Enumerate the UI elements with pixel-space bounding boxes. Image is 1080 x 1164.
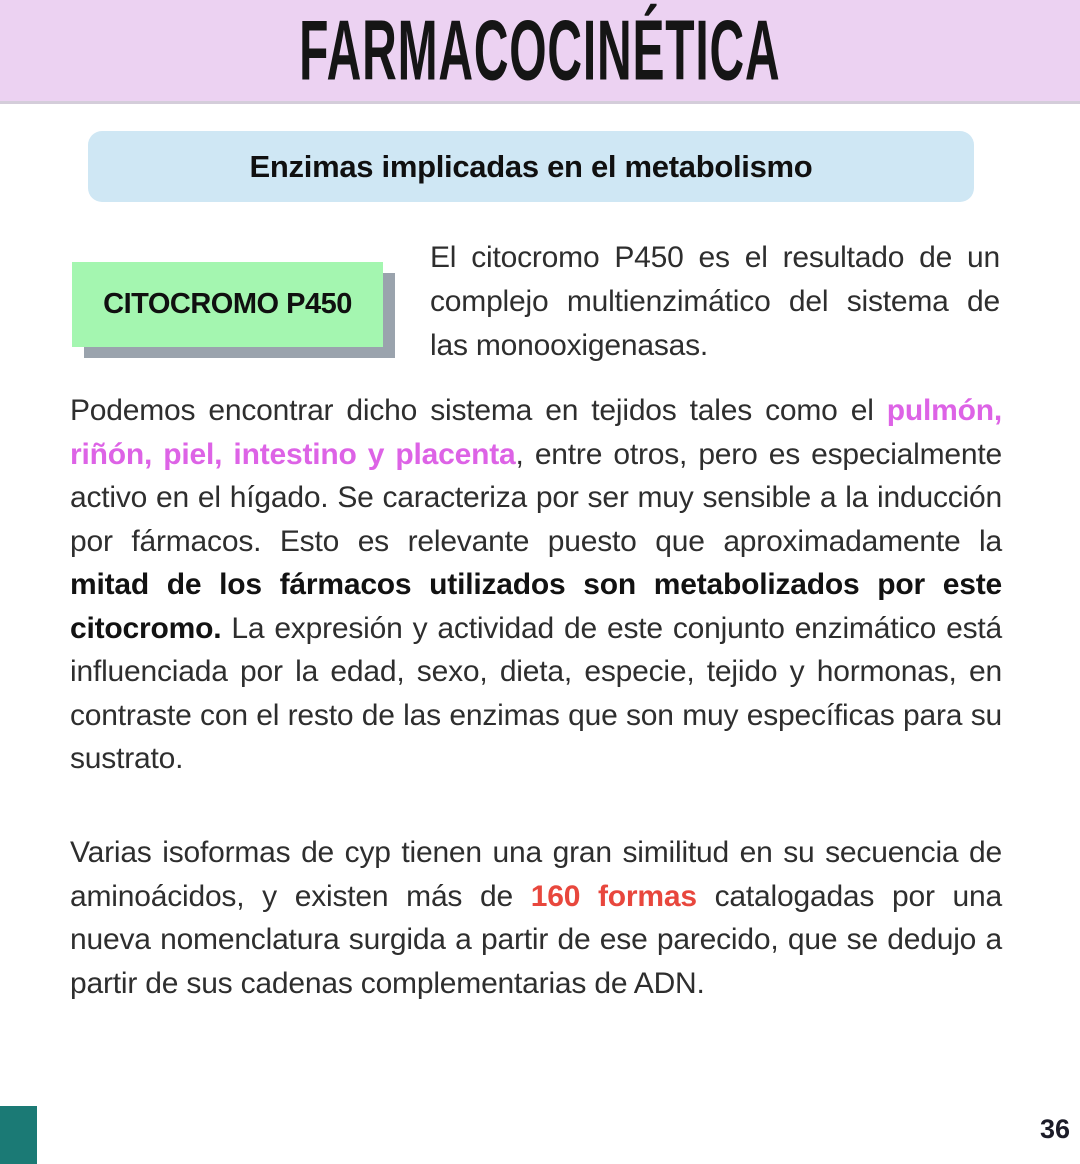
highlight-tissues: pulmón, riñón, piel, intestino y placenta <box>70 394 1002 471</box>
text-segment: Varias isoformas de cyp tienen una gran similitud en su secuencia de aminoácidos, y existen más de <box>70 836 1002 913</box>
text-segment: catalogadas por una nueva nomenclatura surgida a partir de ese parecido, que se dedujo a partir de sus cadenas complementarias de ADN. <box>70 879 1002 1000</box>
page-number: 36 <box>1039 1114 1070 1144</box>
highlight-160-formas: 160 formas <box>530 879 697 913</box>
text-segment: Podemos encontrar dicho sistema en tejidos tales como el <box>70 394 887 427</box>
citocromo-intro-paragraph: El citocromo P450 es el resultado de un complejo multienzimático del sistema de las monooxigenasas. <box>430 241 1000 362</box>
subtitle-box <box>88 131 974 202</box>
body-paragraph-1 <box>70 389 1002 781</box>
page-banner <box>0 0 1080 104</box>
body-paragraph-2 <box>70 831 1002 1005</box>
page-title: FARMACOCINÉTICA <box>299 2 781 99</box>
text-segment: , entre otros, pero es especialmente activo en el hígado. Se caracteriza por ser muy sensible a la inducción por fármacos. Esto es relevante puesto que aproximadamente la <box>70 437 1002 558</box>
text-segment: La expresión y actividad de este conjunto enzimático está influenciada por la edad, sexo, dieta, especie, tejido y hormonas, en contraste con el resto de las enzimas que son muy específicas para su sustrato. <box>70 611 1002 775</box>
teal-corner-accent <box>0 1106 37 1164</box>
highlight-bold-metabolism: mitad de los fármacos utilizados son metabolizados por este citocromo. <box>70 568 1002 645</box>
citocromo-label: CITOCROMO P450 <box>103 288 352 320</box>
citocromo-label-box <box>72 262 383 347</box>
subtitle-text: Enzimas implicadas en el metabolismo <box>249 148 813 184</box>
